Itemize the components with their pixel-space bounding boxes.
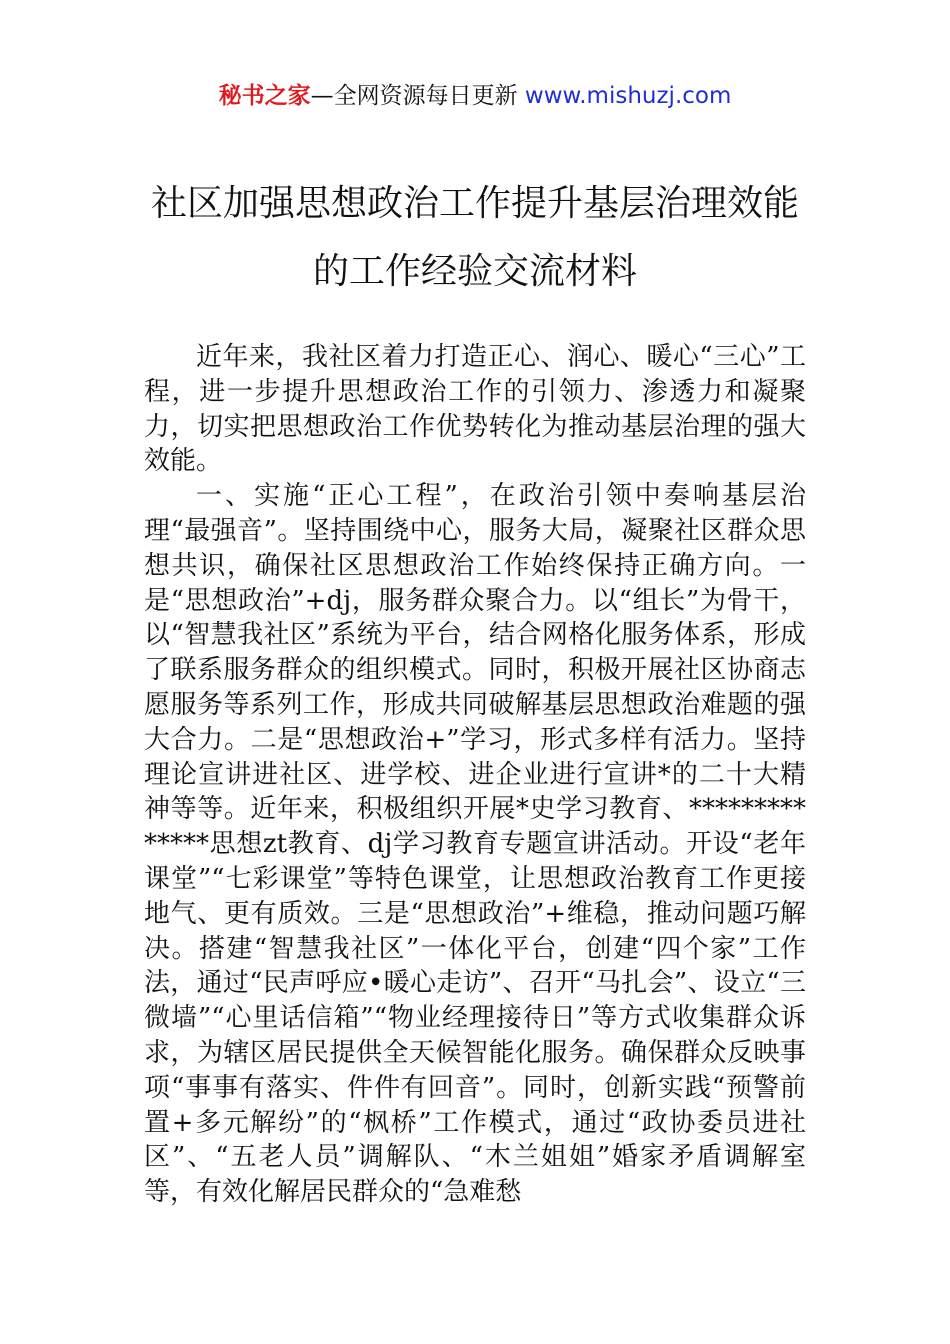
document-title-line-2: 的工作经验交流材料 — [312, 251, 637, 292]
site-url-link[interactable]: www.mishuzj.com — [524, 83, 732, 109]
site-header — [0, 80, 950, 112]
document-title-line-1: 社区加强思想政治工作提升基层治理效能 — [150, 183, 799, 224]
document-body — [144, 340, 806, 1210]
paragraph-section-1: 一、实施“正心工程”，在政治引领中奏响基层治理“最强音”。坚持围绕中心，服务大局，凝聚社区群众思想共识，确保社区思想政治工作始终保持正确方向。一是“思想政治”+dj，服务群众聚合力。以“组长”为骨干，以“智慧我社区”系统为平台，结合网格化服务体系，形成了联系服务群众的组织模式。同时，积极开展社区协商志愿服务等系列工作，形成共同破解基层思想政治难题的强大合力。二是“思想政治+”学习，形式多样有活力。坚持理论宣讲进社区、进学校、进企业进行宣讲*的二十大精神等等。近年来，积极组织开展*史学习教育、**************思想zt教育、dj学习教育专题宣讲活动。开设“老年课堂”“七彩课堂”等特色课堂，让思想政治教育工作更接地气、更有质效。三是“思想政治”+维稳，推动问题巧解决。搭建“智慧我社区”一体化平台，创建“四个家”工作法，通过“民声呼应•暖心走访”、召开“马扎会”、设立“三微墙”“心里话信箱”“物业经理接待日”等方式收集群众诉求，为辖区居民提供全天候智能化服务。确保群众反映事项“事事有落实、件件有回音”。同时，创新实践“预警前置+多元解纷”的“枫桥”工作模式，通过“政协委员进社区”、“五老人员”调解队、“木兰姐姐”婚家矛盾调解室等，有效化解居民群众的“急难愁 — [144, 481, 806, 1208]
header-tagline: —全网资源每日更新 — [310, 83, 525, 109]
paragraph-intro: 近年来，我社区着力打造正心、润心、暖心“三心”工程，进一步提升思想政治工作的引领力、渗透力和凝聚力，切实把思想政治工作优势转化为推动基层治理的强大效能。 — [144, 342, 806, 477]
brand-name: 秘书之家 — [218, 83, 311, 109]
